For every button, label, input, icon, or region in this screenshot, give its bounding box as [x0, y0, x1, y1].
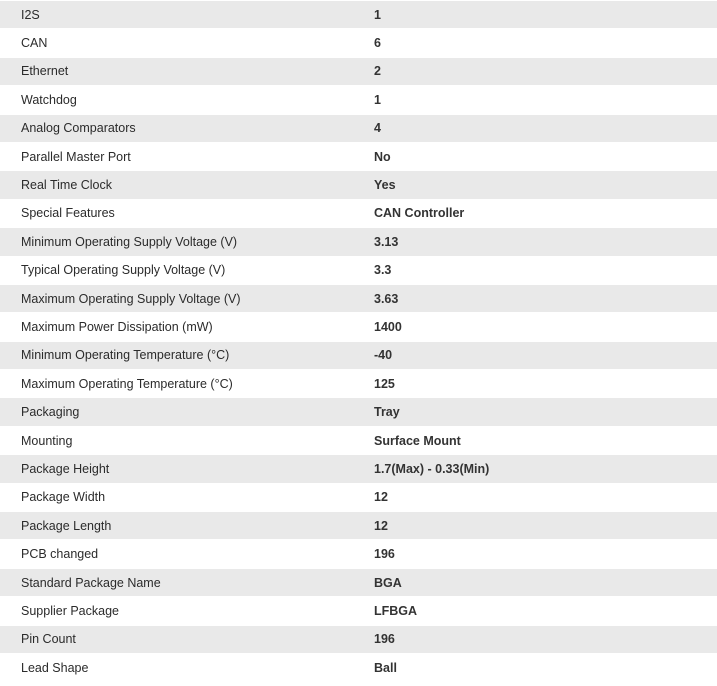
spec-value: Surface Mount [352, 426, 717, 454]
spec-row-pin-count [0, 625, 717, 653]
spec-row-lead-shape [0, 653, 717, 681]
spec-row-package-length [0, 512, 717, 540]
spec-row-max-power-dissipation [0, 313, 717, 341]
spec-row-pcb-changed [0, 540, 717, 568]
spec-row-special-features [0, 199, 717, 227]
spec-row-package-width [0, 483, 717, 511]
spec-value: No [352, 142, 717, 170]
spec-value: LFBGA [352, 597, 717, 625]
spec-row-standard-package-name [0, 568, 717, 596]
spec-value: 3.13 [352, 228, 717, 256]
spec-row-watchdog [0, 86, 717, 114]
spec-label: Mounting [0, 426, 352, 454]
spec-label: Minimum Operating Temperature (°C) [0, 341, 352, 369]
spec-row-i2s [0, 1, 717, 29]
spec-row-real-time-clock [0, 171, 717, 199]
spec-label: Analog Comparators [0, 114, 352, 142]
spec-label: Parallel Master Port [0, 142, 352, 170]
spec-label: Minimum Operating Supply Voltage (V) [0, 228, 352, 256]
specifications-body [0, 1, 717, 682]
spec-value: 196 [352, 625, 717, 653]
spec-value: BGA [352, 568, 717, 596]
spec-row-can [0, 29, 717, 57]
spec-row-package-height [0, 455, 717, 483]
spec-value: Tray [352, 398, 717, 426]
spec-value: 3.3 [352, 256, 717, 284]
spec-row-max-operating-temp [0, 370, 717, 398]
spec-label: Maximum Power Dissipation (mW) [0, 313, 352, 341]
spec-label: Typical Operating Supply Voltage (V) [0, 256, 352, 284]
spec-value: 3.63 [352, 284, 717, 312]
spec-label: Lead Shape [0, 653, 352, 681]
spec-value: 1 [352, 1, 717, 29]
spec-value: Ball [352, 653, 717, 681]
spec-value: 1400 [352, 313, 717, 341]
spec-label: Special Features [0, 199, 352, 227]
spec-row-mounting [0, 426, 717, 454]
spec-value: 4 [352, 114, 717, 142]
spec-value: 196 [352, 540, 717, 568]
spec-label: Maximum Operating Supply Voltage (V) [0, 284, 352, 312]
spec-label: Packaging [0, 398, 352, 426]
spec-value: 12 [352, 512, 717, 540]
spec-row-typ-supply-voltage [0, 256, 717, 284]
spec-value: -40 [352, 341, 717, 369]
spec-value: 1 [352, 86, 717, 114]
spec-value: CAN Controller [352, 199, 717, 227]
spec-value: 125 [352, 370, 717, 398]
spec-label: PCB changed [0, 540, 352, 568]
spec-label: Package Width [0, 483, 352, 511]
spec-label: CAN [0, 29, 352, 57]
spec-row-packaging [0, 398, 717, 426]
spec-label: I2S [0, 1, 352, 29]
spec-row-analog-comparators [0, 114, 717, 142]
spec-label: Pin Count [0, 625, 352, 653]
spec-value: 2 [352, 57, 717, 85]
spec-value: Yes [352, 171, 717, 199]
spec-label: Supplier Package [0, 597, 352, 625]
spec-row-supplier-package [0, 597, 717, 625]
spec-row-min-supply-voltage [0, 228, 717, 256]
spec-label: Package Height [0, 455, 352, 483]
spec-value: 6 [352, 29, 717, 57]
spec-label: Package Length [0, 512, 352, 540]
spec-row-min-operating-temp [0, 341, 717, 369]
spec-label: Ethernet [0, 57, 352, 85]
spec-row-ethernet [0, 57, 717, 85]
spec-label: Watchdog [0, 86, 352, 114]
spec-label: Maximum Operating Temperature (°C) [0, 370, 352, 398]
spec-value: 12 [352, 483, 717, 511]
spec-label: Real Time Clock [0, 171, 352, 199]
spec-row-max-supply-voltage [0, 284, 717, 312]
spec-value: 1.7(Max) - 0.33(Min) [352, 455, 717, 483]
spec-row-parallel-master-port [0, 142, 717, 170]
spec-label: Standard Package Name [0, 568, 352, 596]
